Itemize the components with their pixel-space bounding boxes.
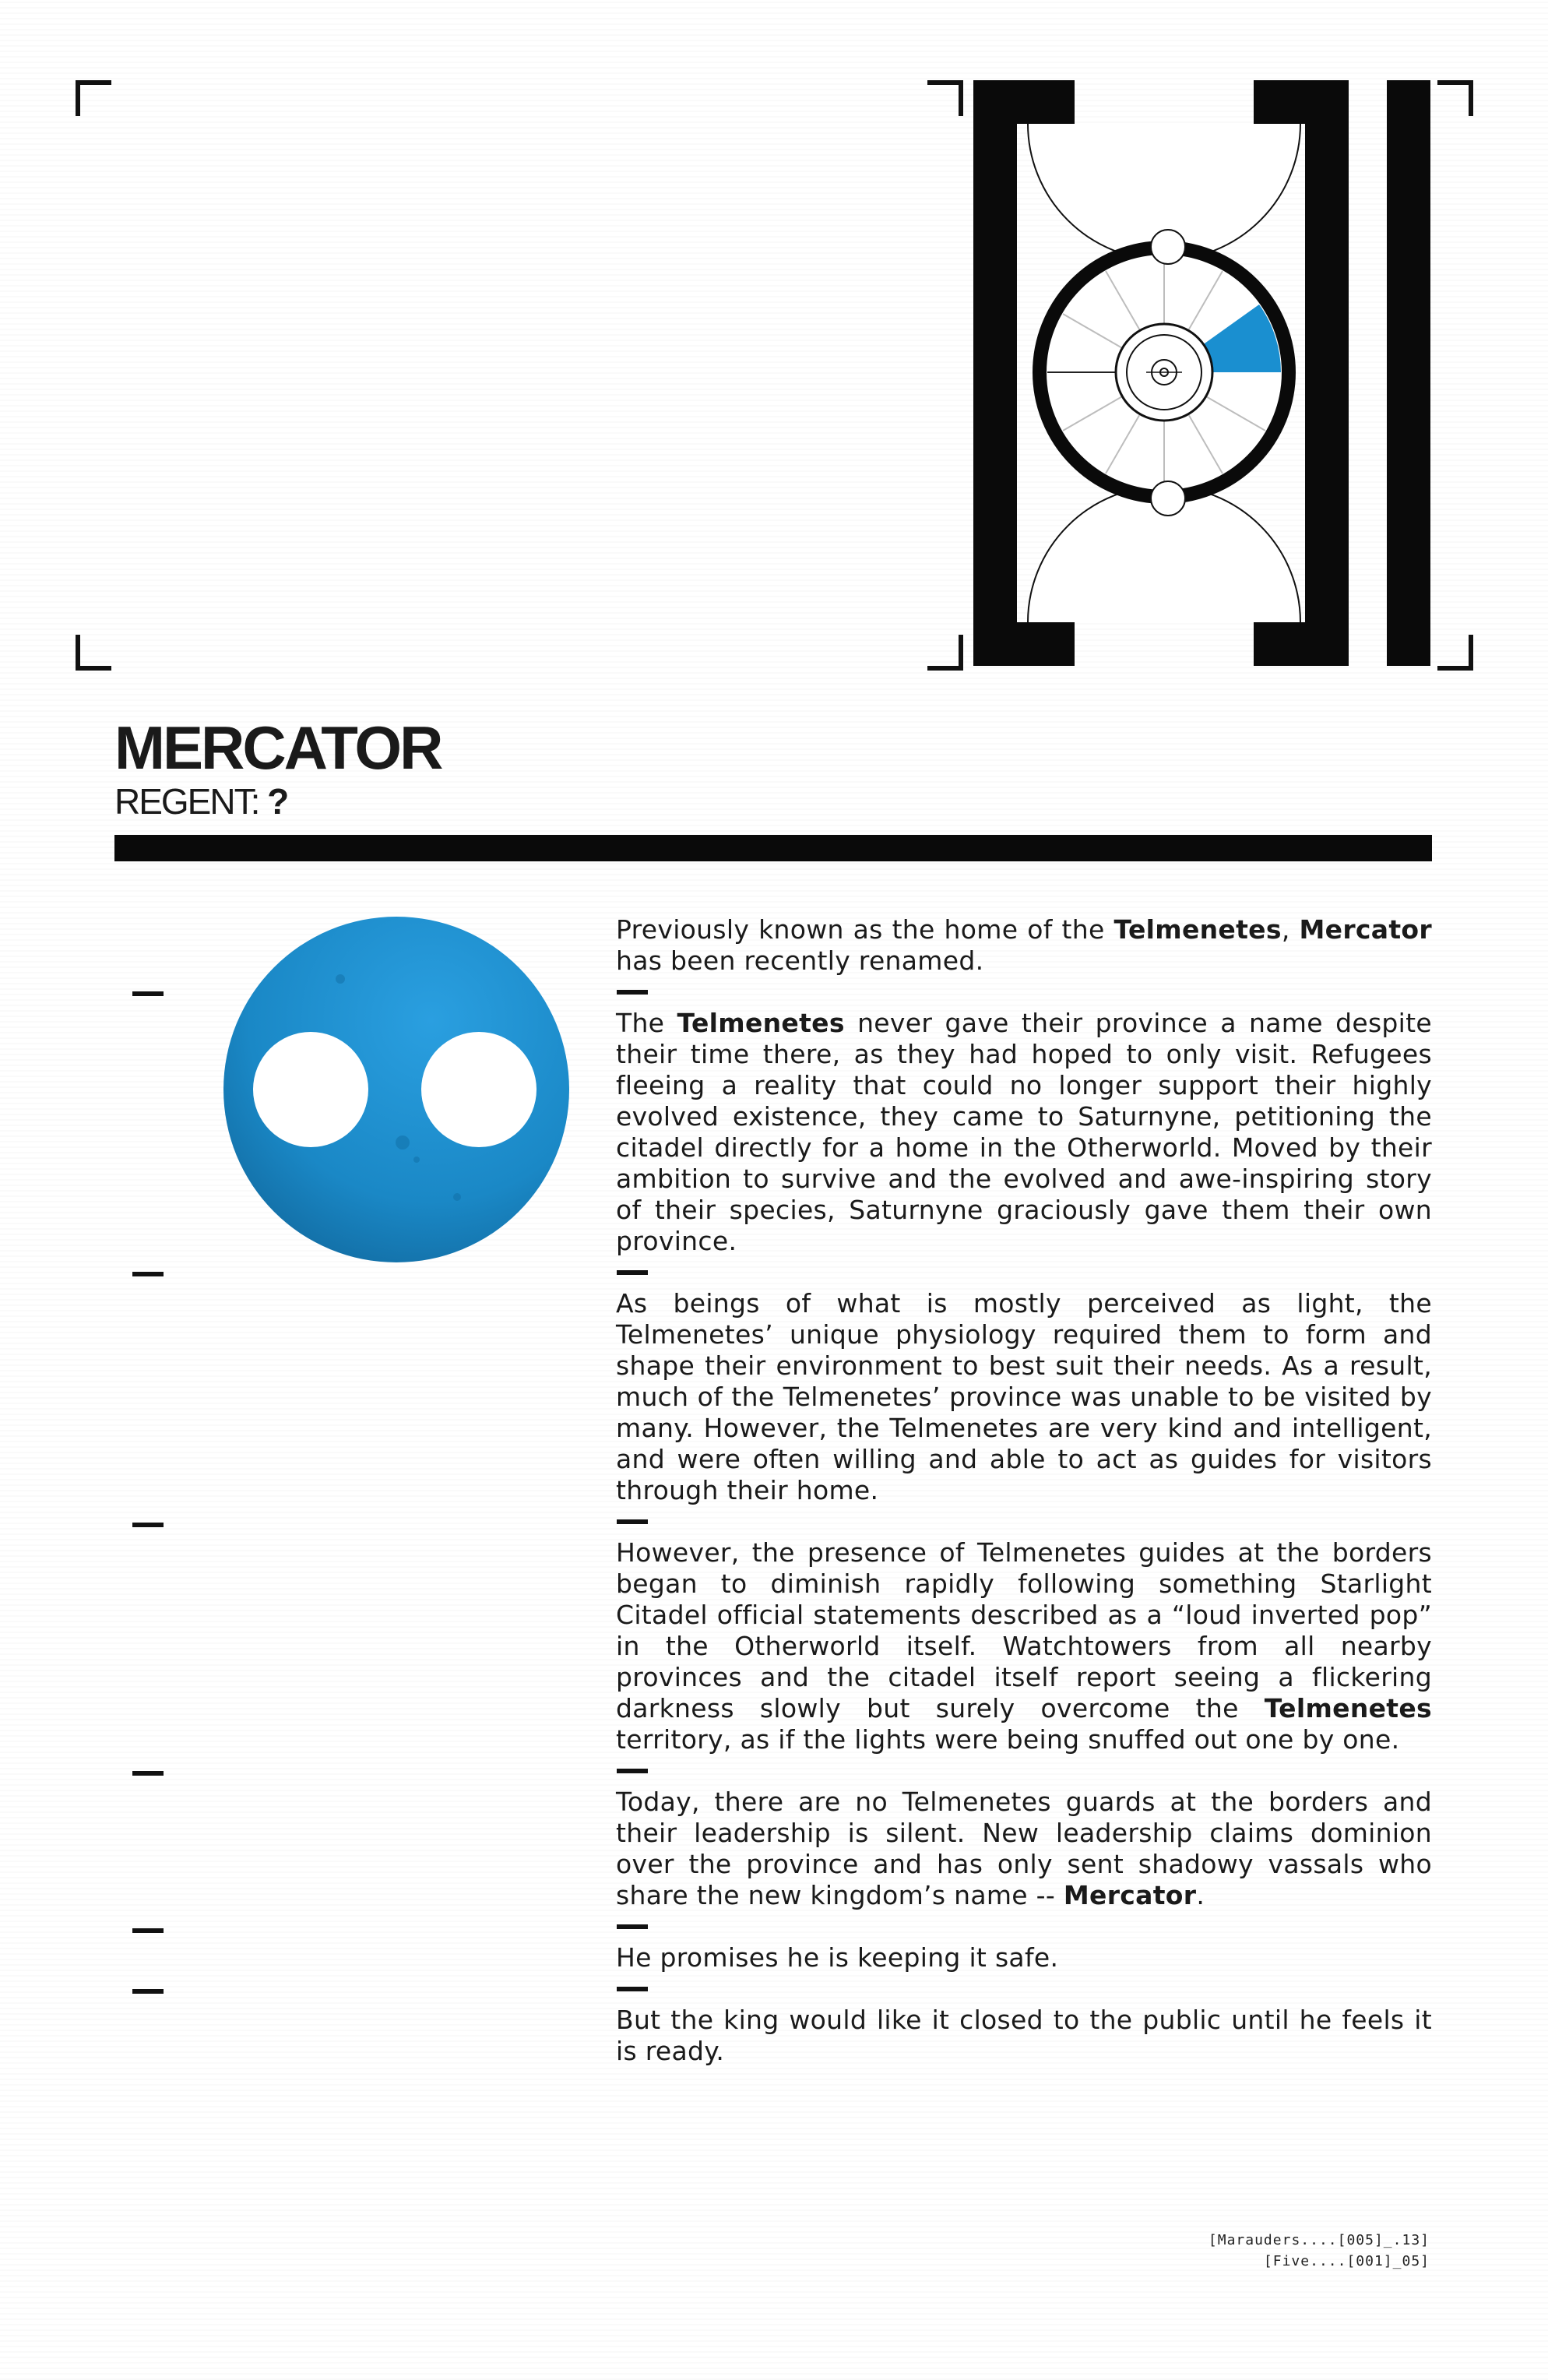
frame-corner-top-left [76, 80, 111, 116]
mercator-banner-emblem [973, 80, 1378, 666]
footer-line-1: [Marauders....[005]_.13] [1208, 2232, 1430, 2248]
frame-corner-bottom-left [76, 635, 111, 671]
footer-code [1208, 2230, 1430, 2272]
frame-corner-top-right-outer [1437, 80, 1473, 116]
paragraph-dash [617, 990, 648, 995]
paragraph-intro: Previously known as the home of the Telmenetes, Mercator has been recently renamed. [616, 914, 1432, 976]
paragraph-dash [617, 1270, 648, 1275]
paragraph-darkness: However, the presence of Telmenetes guides at the borders began to diminish rapidly following something Starlight Citadel official statements described as a “loud inverted pop” in the Otherworld itself. Watchtowers from all nearby provinces and the citadel itself report seeing a flickering darkness slowly but surely overcome the Telmenetes territory, as if the lights were being snuffed out one by one. [616, 1537, 1432, 1755]
page-title: MERCATOR [114, 713, 442, 782]
footer-line-2: [Five....[001]_05] [1263, 2253, 1430, 2269]
paragraph-dash [617, 1519, 648, 1524]
paragraph-dash [617, 1987, 648, 1991]
side-dash [132, 991, 164, 996]
title-block [114, 713, 442, 822]
regent-line [114, 780, 441, 822]
paragraph-closing: But the king would like it closed to the public until he feels it is ready. [616, 2005, 1432, 2066]
side-dash [132, 1928, 164, 1933]
side-dash [132, 1771, 164, 1776]
title-rule [114, 835, 1432, 861]
emblem-right-bar [1387, 80, 1430, 666]
paragraph-promise: He promises he is keeping it safe. [616, 1942, 1059, 1973]
frame-corner-top-right-inner [927, 80, 963, 116]
regent-value: ? [267, 781, 288, 822]
paragraph-physiology: As beings of what is mostly perceived as light, the Telmenetes’ unique physiology required them to form and shape their environment to best suit their needs. As a result, much of the Telmenetes’ province was unable to be visited by many. However, the Telmenetes are very kind and intelligent, and were often willing and able to act as guides for visitors through their home. [616, 1288, 1432, 1505]
paragraph-today: Today, there are no Telmenetes guards at the borders and their leadership is silent. New leadership claims dominion over the province and has only sent shadowy vassals who share the new kingdom’s name -- Mercator. [616, 1787, 1432, 1910]
frame-corner-bottom-right-inner [927, 635, 963, 671]
paragraph-dash [617, 1769, 648, 1773]
paragraph-dash [617, 1924, 648, 1929]
mercator-sigil-icon [223, 917, 569, 1262]
body-text [616, 914, 1432, 2067]
frame-corner-bottom-right-outer [1437, 635, 1473, 671]
side-dash [132, 1523, 164, 1527]
side-dash [132, 1272, 164, 1276]
paragraph-origin: The Telmenetes never gave their province a name despite their time there, as they had hoped to only visit. Refugees fleeing a reality that could no longer support their highly evolved existence, they came to Saturnyne, petitioning the citadel directly for a home in the Otherworld. Moved by their ambition to survive and the evolved and awe-inspiring story of their species, Saturnyne graciously gave them their own province. [616, 1008, 1432, 1256]
side-dash [132, 1989, 164, 1994]
regent-label: REGENT: [114, 781, 259, 822]
